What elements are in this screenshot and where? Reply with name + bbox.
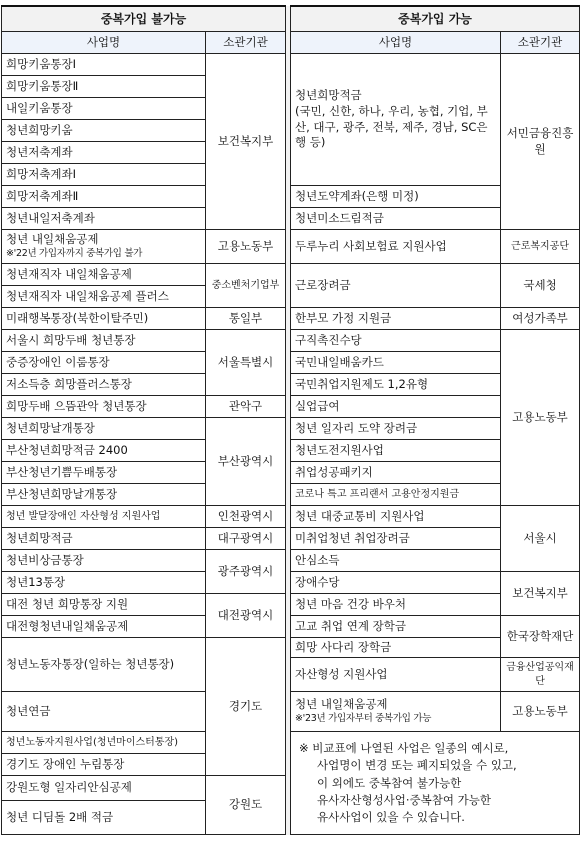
agency-cell: 대전광역시 — [206, 594, 286, 638]
table-row: 청년재직자 내일채움공제 플러스 — [2, 286, 206, 308]
table-row: 실업급여 — [291, 396, 501, 418]
comparison-table — [1, 5, 580, 835]
table-row: 청년 마음 건강 바우처 — [291, 594, 501, 616]
agency-cell: 부산광역시 — [206, 418, 286, 506]
agency-cell: 서울시 — [501, 506, 580, 572]
footnote: ※ 비교표에 나열된 사업은 일종의 예시로, 사업명이 변경 또는 폐지되었을 수 있고, 이 외에도 중복참여 불가능한 유사자산형성사업·중복참여 가능한 유사사업이 있을 수 있습니다. — [291, 732, 580, 835]
agency-cell: 보건복지부 — [501, 572, 580, 616]
table-row: 대전형청년내일채움공제 — [2, 616, 206, 638]
table-row: 근로장려금 — [291, 264, 501, 308]
table-row: 청년 일자리 도약 장려금 — [291, 418, 501, 440]
table-row: 청년희망키움 — [2, 120, 206, 142]
agency-cell: 보건복지부 — [206, 54, 286, 230]
table-row: 희망키움통장Ⅰ — [2, 54, 206, 76]
table-row: 미취업청년 취업장려금 — [291, 528, 501, 550]
right-col-business: 사업명 — [291, 32, 501, 54]
table-row: 부산청년기쁨두배통장 — [2, 462, 206, 484]
table-row: 구직촉진수당 — [291, 330, 501, 352]
table-row: 청년내일저축계좌 — [2, 208, 206, 230]
agency-cell: 경기도 — [206, 638, 286, 776]
agency-cell: 광주광역시 — [206, 550, 286, 594]
agency-cell: 인천광역시 — [206, 506, 286, 528]
table-row: 청년도약계좌(은행 미정) — [291, 186, 501, 208]
table-row: 청년희망적금 — [2, 528, 206, 550]
table-row: 청년비상금통장 — [2, 550, 206, 572]
agency-cell: 서민금융진흥원 — [501, 54, 580, 230]
agency-cell: 한국장학재단 — [501, 616, 580, 658]
right-section-title: 중복가입 가능 — [291, 6, 580, 32]
table-row: 장애수당 — [291, 572, 501, 594]
table-row: 희망 사다리 장학금 — [291, 638, 501, 658]
agency-cell: 근로복지공단 — [501, 230, 580, 264]
table-row: 미래행복통장(북한이탈주민) — [2, 308, 206, 330]
table-row: 청년 대중교통비 지원사업 — [291, 506, 501, 528]
table-row: 청년희망날개통장 — [2, 418, 206, 440]
table-row: 고교 취업 연계 장학금 — [291, 616, 501, 638]
left-col-agency: 소관기관 — [206, 32, 286, 54]
table-row: 청년 디딤돌 2배 적금 — [2, 801, 206, 835]
table-row: 경기도 장애인 누림통장 — [2, 754, 206, 776]
agency-cell: 여성가족부 — [501, 308, 580, 330]
table-row: 한부모 가정 지원금 — [291, 308, 501, 330]
table-row: 청년연금 — [2, 692, 206, 732]
agency-cell: 관악구 — [206, 396, 286, 418]
table-row: 부산청년희망날개통장 — [2, 484, 206, 506]
table-row: 대전 청년 희망통장 지원 — [2, 594, 206, 616]
table-row: 부산청년희망적금 2400 — [2, 440, 206, 462]
table-row: 국민취업지원제도 1,2유형 — [291, 374, 501, 396]
agency-cell: 고용노동부 — [206, 230, 286, 264]
agency-cell: 고용노동부 — [501, 330, 580, 506]
table-row: 청년13통장 — [2, 572, 206, 594]
table-row: 국민내일배움카드 — [291, 352, 501, 374]
agency-cell: 대구광역시 — [206, 528, 286, 550]
table-row: 청년재직자 내일채움공제 — [2, 264, 206, 286]
agency-cell: 서울특별시 — [206, 330, 286, 396]
table-row: 청년저축계좌 — [2, 142, 206, 164]
agency-cell: 금융산업공익재단 — [501, 658, 580, 692]
table-row: 내일키움통장 — [2, 98, 206, 120]
table-row: 청년노동자통장(일하는 청년통장) — [2, 638, 206, 692]
table-row: 청년 발달장애인 자산형성 지원사업 — [2, 506, 206, 528]
agency-cell: 강원도 — [206, 776, 286, 835]
agency-cell: 통일부 — [206, 308, 286, 330]
agency-cell: 국세청 — [501, 264, 580, 308]
table-row: 희망키움통장Ⅱ — [2, 76, 206, 98]
agency-cell: 중소벤처기업부 — [206, 264, 286, 308]
table-row: 희망두배 으뜸관악 청년통장 — [2, 396, 206, 418]
table-row: 취업성공패키지 — [291, 462, 501, 484]
table-row: 희망저축계좌Ⅱ — [2, 186, 206, 208]
table-row: 청년미소드림적금 — [291, 208, 501, 230]
table-row: 청년노동자지원사업(청년마이스터통장) — [2, 732, 206, 754]
table-row: 서울시 희망두배 청년통장 — [2, 330, 206, 352]
table-row: 저소득층 희망플러스통장 — [2, 374, 206, 396]
table-row: 강원도형 일자리안심공제 — [2, 776, 206, 801]
table-row: 안심소득 — [291, 550, 501, 572]
left-section-title: 중복가입 불가능 — [2, 6, 286, 32]
table-row: 희망저축계좌Ⅰ — [2, 164, 206, 186]
table-row: 청년 내일채움공제 ※'22년 가입자까지 중복가입 불가 — [2, 230, 206, 264]
table-row: 청년 내일채움공제 ※'23년 가입자부터 중복가입 가능 — [291, 692, 501, 732]
subheader-row — [2, 32, 580, 54]
right-col-agency: 소관기관 — [501, 32, 580, 54]
table-row: 코로나 특고 프리랜서 고용안정지원금 — [291, 484, 501, 506]
table-row: 청년도전지원사업 — [291, 440, 501, 462]
header-row — [2, 6, 580, 32]
agency-cell: 고용노동부 — [501, 692, 580, 732]
table-row: 청년희망적금 (국민, 신한, 하나, 우리, 농협, 기업, 부산, 대구, 광주, 전북, 제주, 경남, SC은행 등) — [291, 54, 501, 186]
table-row: 자산형성 지원사업 — [291, 658, 501, 692]
left-col-business: 사업명 — [2, 32, 206, 54]
table-row: 중증장애인 이룸통장 — [2, 352, 206, 374]
table-row: 두루누리 사회보험료 지원사업 — [291, 230, 501, 264]
